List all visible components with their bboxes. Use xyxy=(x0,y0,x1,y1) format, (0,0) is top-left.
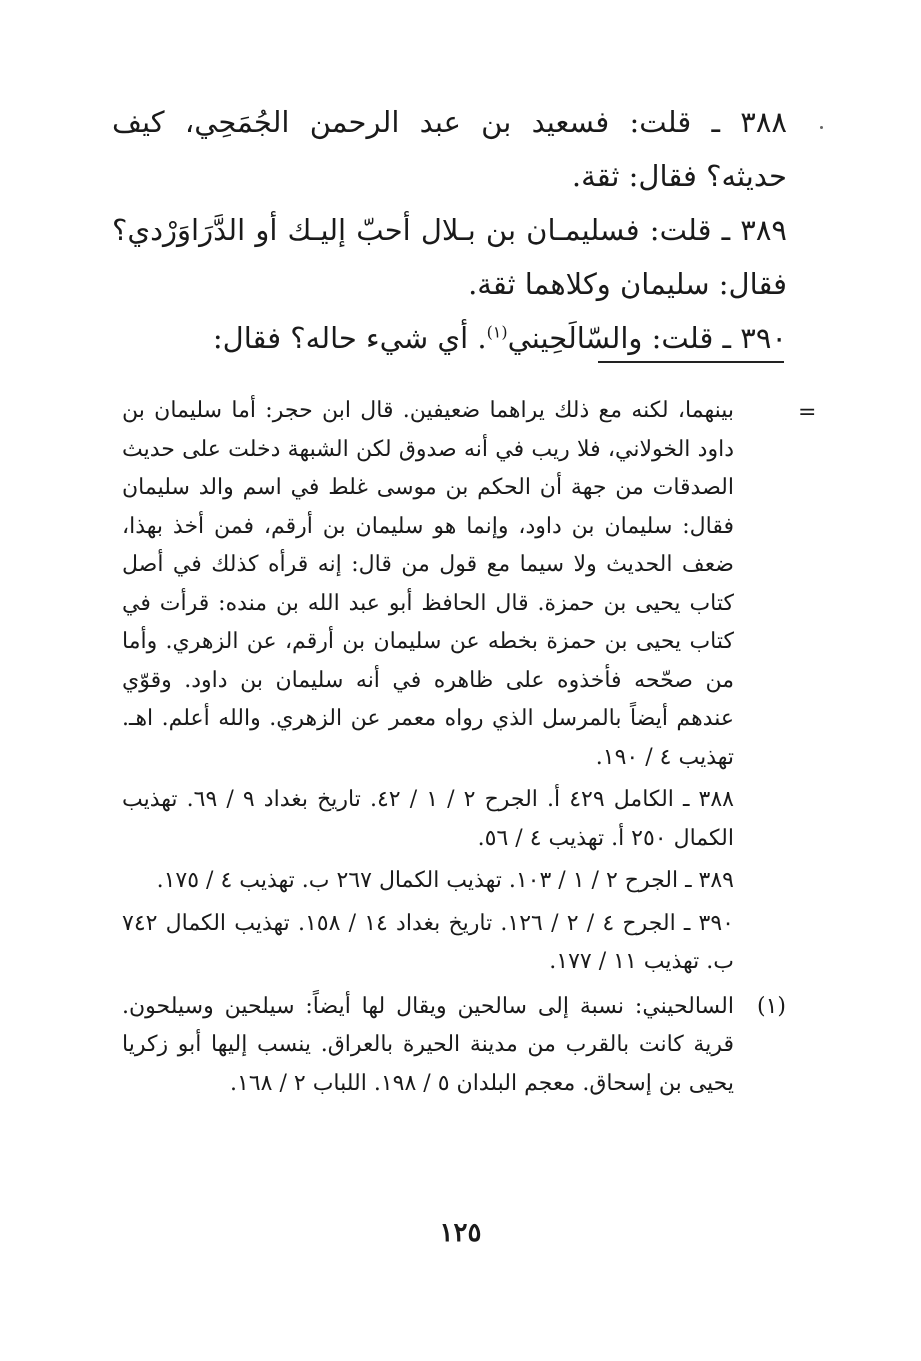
footnote-1-marker: (١) xyxy=(756,993,786,1019)
footnote-1-text: السالحيني: نسبة إلى سالحين ويقال لها أيضاً: سيلحين وسيلحون. قرية كانت بالقرب من مدينة الحيرة بالعراق. ينسب إليها أبو زكريا يحيى بن إسحاق. معجم البلدان ٥ / ١٩٨. اللباب ٢ / ١٦٨. xyxy=(122,993,734,1096)
paragraph-389: ٣٨٩ ـ قلت: فسليمـان بن بـلال أحبّ إليـك أو الدَّرَاوَرْدي؟ فقال: سليمان وكلاهما ثقة. xyxy=(112,213,787,301)
reference-388: ٣٨٨ ـ الكامل ٤٢٩ أ. الجرح ٢ / ١ / ٤٢. تاريخ بغداد ٩ / ٦٩. تهذيب الكمال ٢٥٠ أ. تهذيب ٤ / ٥٦. xyxy=(122,787,734,851)
continuation-marker: = xyxy=(798,400,817,425)
page-number: ١٢٥ xyxy=(439,1218,482,1248)
scan-speck xyxy=(820,126,823,129)
paragraph-390 xyxy=(112,311,787,365)
paragraph-388: ٣٨٨ ـ قلت: فسعيد بن عبد الرحمن الجُمَحِي، كيف حديثه؟ فقال: ثقة. xyxy=(112,105,787,193)
footnote-separator xyxy=(598,361,784,363)
paragraph-390-end: . أي شيء حاله؟ فقال: xyxy=(212,321,487,355)
footnote-continuation: بينهما، لكنه مع ذلك يراهما ضعيفين. قال ابن حجر: أما سليمان بن داود الخولاني، فلا ريب في أنه صدوق لكن الشبهة دخلت على حديث الصدقات من جهة أن الحكم بن موسى غلط في اسم والد سليمان فقال: سليمان بن داود، وإنما هو سليمان بن أرقم، فمن أخذ بهذا، ضعف الحديث ولا سيما مع قول من قال: إنه قرأه كذلك في أصل كتاب يحيى بن حمزة. قال الحافظ أبو عبد الله بن منده: قرأت في كتاب يحيى بن حمزة بخطه عن سليمان بن أرقم، عن الزهري. وأما من صحّحه فأخذوه على ظاهره في أنه سليمان بن داود. وقوّي عندهم أيضاً بالمرسل الذي رواه معمر عن الزهري. والله أعلم. اهـ. تهذيب ٤ / ١٩٠. xyxy=(122,398,734,770)
main-text xyxy=(112,95,787,365)
reference-389: ٣٨٩ ـ الجرح ٢ / ١ / ١٠٣. تهذيب الكمال ٢٦٧ ب. تهذيب ٤ / ١٧٥. xyxy=(156,868,734,893)
reference-390: ٣٩٠ ـ الجرح ٤ / ٢ / ١٢٦. تاريخ بغداد ١٤ / ١٥٨. تهذيب الكمال ٧٤٢ ب. تهذيب ١١ / ١٧٧. xyxy=(122,910,734,974)
paragraph-390-start: ٣٩٠ ـ قلت: والسّالَحِيني xyxy=(507,321,787,355)
footnotes xyxy=(122,392,786,1103)
footnote-1 xyxy=(122,988,786,1104)
footnote-reference: (١) xyxy=(486,322,508,342)
